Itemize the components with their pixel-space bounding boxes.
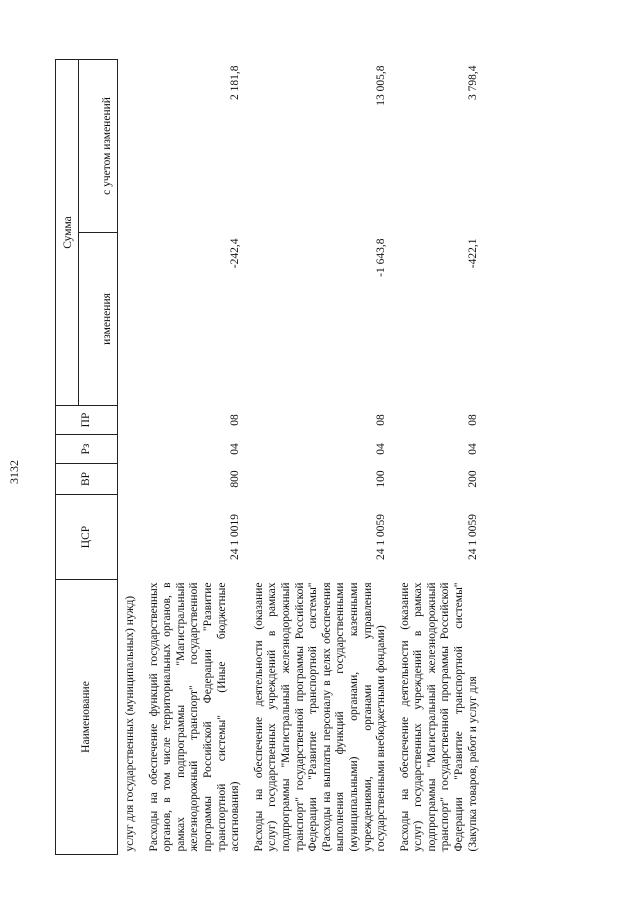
header-pr: ПР <box>56 406 118 435</box>
budget-table <box>55 59 482 855</box>
continuation-text: услуг для государственных (муниципальных) нужд) <box>124 595 136 852</box>
row-pr: 08 <box>375 414 388 426</box>
row-csr: 24 1 0059 <box>466 514 479 560</box>
row-total: 2 181,8 <box>229 65 242 100</box>
row-csr: 24 1 0059 <box>375 514 388 560</box>
header-vr: ВР <box>56 464 118 495</box>
row-rz: 04 <box>229 443 242 455</box>
row-pr: 08 <box>229 414 242 426</box>
table-row <box>140 59 245 854</box>
row-change: -422,1 <box>466 238 479 269</box>
row-vr: 100 <box>375 470 388 488</box>
page-number: 3132 <box>7 460 21 484</box>
header-change: изменения <box>79 233 118 406</box>
row-name: Расходы на обеспечение деятельности (оказание услуг) государственных учреждений в рамках подпрограммы "Магистральный железнодорожный транспорт" государственной программы Российской Федерации "Развитие транспортной системы" (Закупка товаров, работ и услуг для <box>398 582 479 852</box>
row-name: Расходы на обеспечение деятельности (оказание услуг) государственных учреждений в рамках подпрограммы "Магистральный железнодорожный транспорт" государственной программы Российской Федерации "Развитие транспортной системы" (Расходы на выплаты персоналу в целях обеспечения выполнения функций государственными (муниципальными) органами, казенными учреждениями, органами управления государственными внебюджетными фондами) <box>252 582 388 852</box>
row-csr: 24 1 0019 <box>229 514 242 560</box>
row-name: Расходы на обеспечение функций государственных органов, в том числе территориальных органов, в рамках подпрограммы "Магистральный железнодорожный транспорт" государственной программы Российской Федерации "Развитие транспортной системы" (Иные бюджетные ассигнования) <box>147 582 242 852</box>
row-vr: 200 <box>466 470 479 488</box>
header-sum: Сумма <box>56 59 79 405</box>
row-total: 3 798,4 <box>466 65 479 100</box>
table-row <box>391 59 483 854</box>
row-total: 13 005,8 <box>375 65 388 106</box>
row-pr: 08 <box>466 414 479 426</box>
table-header <box>56 59 118 854</box>
header-name: Наименование <box>56 580 118 855</box>
row-change: -242,4 <box>229 238 242 269</box>
header-rz: Рз <box>56 435 118 464</box>
header-csr: ЦСР <box>56 495 118 580</box>
row-vr: 800 <box>229 470 242 488</box>
row-rz: 04 <box>466 443 479 455</box>
table-row <box>245 59 391 854</box>
row-rz: 04 <box>375 443 388 455</box>
header-with-changes: с учетом изменений <box>79 59 118 232</box>
row-change: -1 643,8 <box>375 238 388 277</box>
